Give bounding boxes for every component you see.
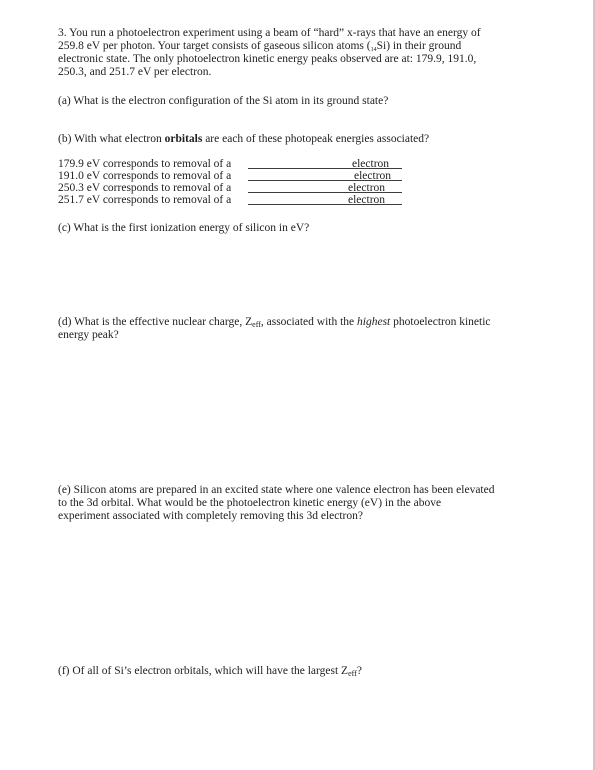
- zeff-subscript: eff: [252, 320, 261, 329]
- answer-row-suffix: electron: [352, 158, 390, 170]
- question-f-text: [58, 665, 548, 678]
- problem-line-2-end: ) in their ground: [386, 40, 462, 52]
- problem-line-2: [58, 40, 548, 53]
- question-a: [58, 95, 548, 108]
- question-c: [58, 222, 548, 235]
- isotope-atomic-number: 14: [370, 47, 377, 53]
- question-d-mid: , associated with the: [260, 316, 358, 328]
- question-d: [58, 316, 548, 342]
- question-e: [58, 484, 548, 523]
- answer-row: [58, 194, 403, 206]
- question-b-text: [58, 133, 548, 146]
- problem-statement: [58, 27, 548, 79]
- isotope-symbol: Si: [376, 40, 387, 52]
- photopeak-answer-rows: [58, 158, 403, 206]
- question-b-post: are each of these photopeak energies associated?: [202, 133, 430, 145]
- question-f: [58, 665, 548, 678]
- answer-row: [58, 170, 403, 182]
- question-d-line-1: [58, 316, 548, 329]
- question-a-text: (a) What is the electron configuration of the Si atom in its ground state?: [58, 95, 389, 107]
- question-e-line-3: experiment associated with completely removing this 3d electron?: [58, 510, 363, 522]
- problem-line-4: 250.3, and 251.7 eV per electron.: [58, 66, 212, 78]
- answer-row-suffix: electron: [354, 170, 392, 182]
- question-c-text: (c) What is the first ionization energy of silicon in eV?: [58, 222, 310, 234]
- problem-line-1: 3. You run a photoelectron experiment using a beam of “hard” x-rays that have an energy of: [58, 27, 481, 39]
- answer-row: [58, 158, 403, 170]
- question-e-line-1: (e) Silicon atoms are prepared in an excited state where one valence electron has been elevated: [58, 484, 495, 496]
- answer-row-suffix: electron: [348, 182, 386, 194]
- problem-line-2-start: 259.8 eV per photon. Your target consists of gaseous silicon atoms (: [58, 40, 371, 52]
- answer-row-suffix: electron: [348, 194, 386, 206]
- question-b: [58, 133, 548, 146]
- answer-row-prompt: 251.7 eV corresponds to removal of a: [58, 194, 232, 206]
- problem-line-3: electronic state. The only photoelectron kinetic energy peaks observed are at: 179.9, 191.0,: [58, 53, 477, 65]
- question-e-line-2: to the 3d orbital. What would be the photoelectron kinetic energy (eV) in the above: [58, 497, 442, 509]
- question-b-pre: (b) With what electron: [58, 133, 165, 145]
- answer-row-prompt: 250.3 eV corresponds to removal of a: [58, 182, 232, 194]
- answer-row-prompt: 179.9 eV corresponds to removal of a: [58, 158, 232, 170]
- question-d-italic: highest: [357, 316, 391, 328]
- question-d-pre: (d) What is the effective nuclear charge, Z: [58, 316, 253, 328]
- answer-row: [58, 182, 403, 194]
- question-f-post: ?: [356, 665, 362, 677]
- answer-row-prompt: 191.0 eV corresponds to removal of a: [58, 170, 232, 182]
- question-d-post: photoelectron kinetic: [390, 316, 491, 328]
- zeff-subscript: eff: [348, 669, 357, 678]
- question-b-bold: orbitals: [164, 133, 203, 145]
- question-d-line-2: energy peak?: [58, 329, 119, 341]
- question-f-pre: (f) Of all of Si’s electron orbitals, which will have the largest Z: [58, 665, 349, 677]
